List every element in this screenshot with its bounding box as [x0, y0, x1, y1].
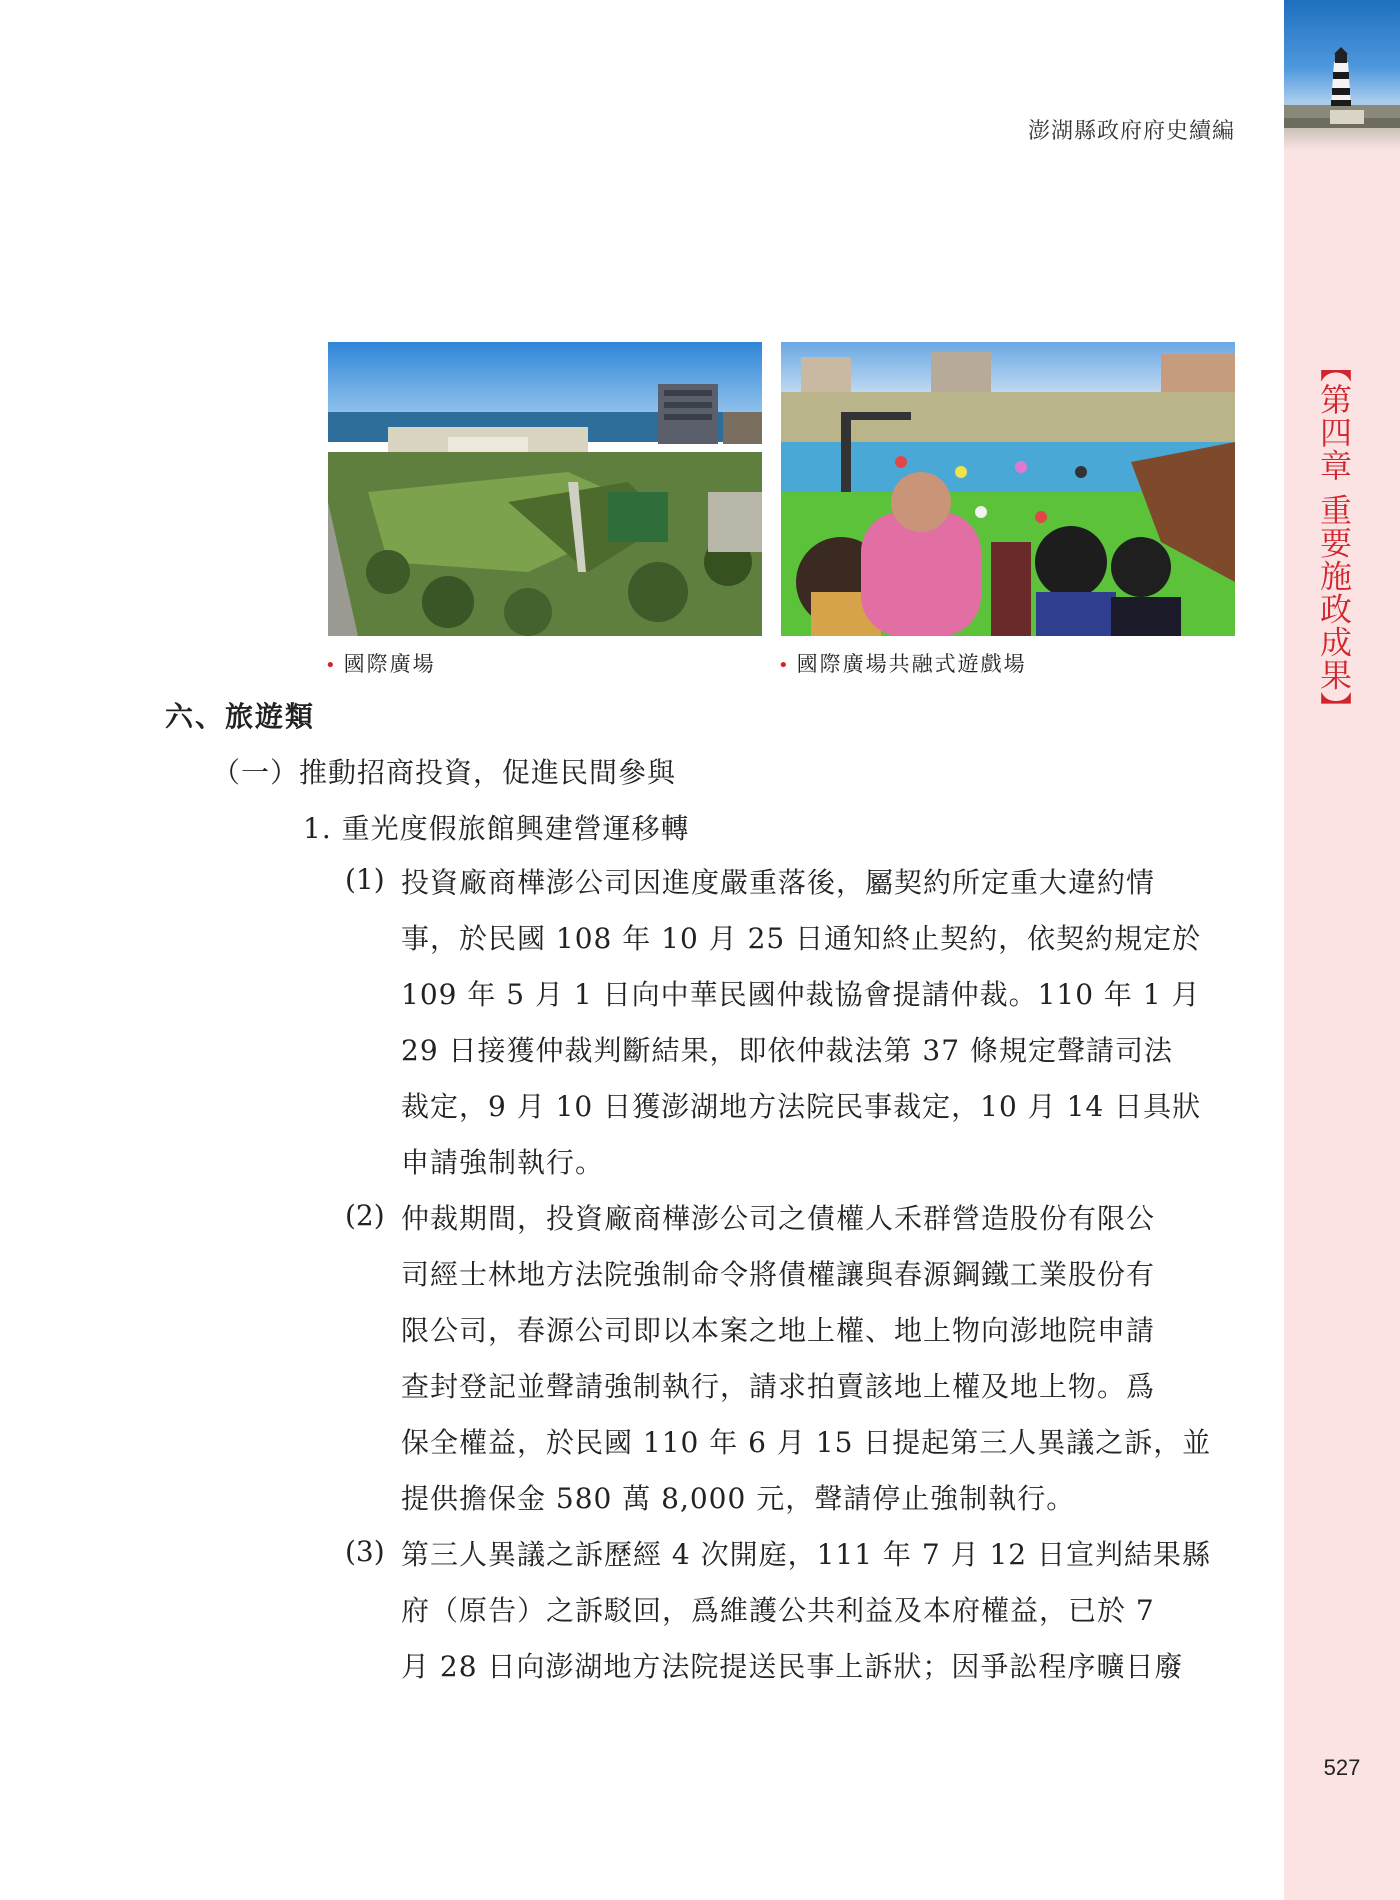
playground-photo [781, 342, 1235, 636]
running-header: 澎湖縣政府府史續編 [1027, 119, 1235, 144]
paragraph-line: 府（原告）之訴駁回，爲維護公共利益及本府權益，已於 7 [401, 1594, 1155, 1627]
chapter-sidebar [1284, 0, 1400, 1900]
paragraph-number: (2) [345, 1199, 385, 1232]
photo-caption-2 [778, 648, 1027, 678]
paragraph-line: 仲裁期間，投資廠商樺澎公司之債權人禾群營造股份有限公 [401, 1202, 1156, 1235]
lighthouse-photo [1284, 0, 1400, 150]
caption-text: 國際廣場共融式遊戲場 [796, 652, 1027, 676]
paragraph-line: 提供擔保金 580 萬 8,000 元，聲請停止強制執行。 [401, 1482, 1076, 1515]
section-heading: 六、旅遊類 [165, 700, 316, 733]
paragraph-line: 裁定，9 月 10 日獲澎湖地方法院民事裁定，10 月 14 日具狀 [401, 1090, 1202, 1123]
paragraph-line: 保全權益，於民國 110 年 6 月 15 日提起第三人異議之訴，並 [401, 1426, 1212, 1459]
paragraph-line: 投資廠商樺澎公司因進度嚴重落後，屬契約所定重大違約情 [401, 866, 1156, 899]
paragraph-line: 29 日接獲仲裁判斷結果，即依仲裁法第 37 條規定聲請司法 [401, 1034, 1173, 1067]
paragraph-line: 第三人異議之訴歷經 4 次開庭，111 年 7 月 12 日宣判結果縣 [401, 1538, 1212, 1571]
paragraph-number: (1) [345, 863, 385, 896]
paragraph-line: 限公司，春源公司即以本案之地上權、地上物向澎地院申請 [401, 1314, 1156, 1347]
international-plaza-photo [328, 342, 762, 636]
chapter-label: 【第四章 重要施政成果】 [1315, 350, 1353, 725]
item-heading: 1. 重光度假旅館興建營運移轉 [303, 812, 690, 845]
paragraph-line: 司經士林地方法院強制命令將債權讓與春源鋼鐵工業股份有 [401, 1258, 1156, 1291]
paragraph-number: (3) [345, 1535, 385, 1568]
caption-text: 國際廣場 [343, 652, 436, 676]
paragraph-line: 查封登記並聲請強制執行，請求拍賣該地上權及地上物。爲 [401, 1370, 1156, 1403]
paragraph-line: 事，於民國 108 年 10 月 25 日通知終止契約，依契約規定於 [401, 922, 1202, 955]
paragraph-line: 月 28 日向澎湖地方法院提送民事上訴狀；因爭訟程序曠日廢 [401, 1650, 1184, 1683]
bullet-icon: • [778, 655, 791, 676]
page-number: 527 [1323, 1755, 1361, 1780]
subsection-heading: （一）推動招商投資，促進民間參與 [212, 756, 677, 789]
paragraph-line: 109 年 5 月 1 日向中華民國仲裁協會提請仲裁。110 年 1 月 [401, 978, 1201, 1011]
paragraph-line: 申請強制執行。 [401, 1146, 605, 1179]
bullet-icon: • [325, 655, 338, 676]
photo-caption-1 [325, 648, 436, 678]
